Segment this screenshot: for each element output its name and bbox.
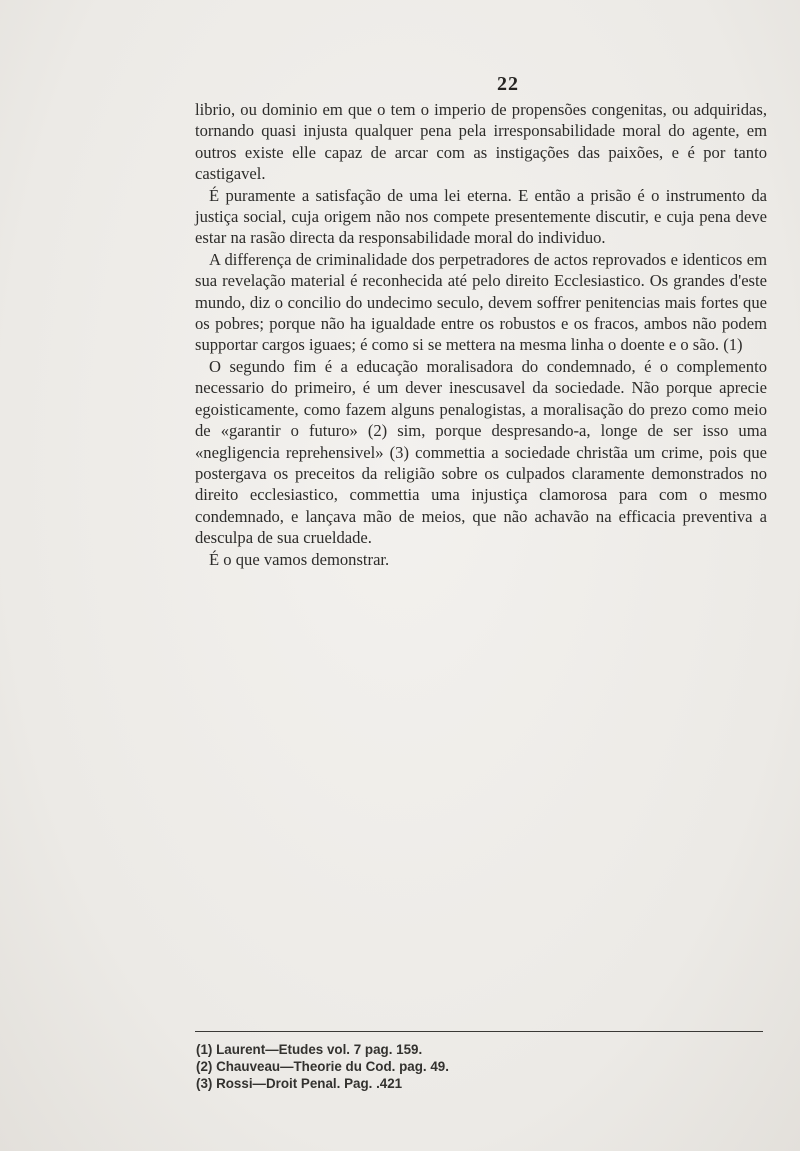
paragraph: É puramente a satisfação de uma lei eterna. E então a prisão é o instrumento da justiça social, cuja origem não nos compete presentemente discutir, e cuja pena deve estar na rasão directa da responsabilidade moral do individuo.: [195, 185, 767, 248]
footnote-divider: [195, 1031, 763, 1032]
paragraph: A differença de criminalidade dos perpetradores de actos reprovados e identicos em sua revelação material é reconhecida até pelo direito Ecclesiastico. Os grandes d'este mundo, diz o concilio do undecimo seculo, devem soffrer penitencias mais fortes que os pobres; porque não ha igualdade entre os robustos e os fracos, ambos não podem supportar cargos iguaes; é como si se mettera na mesma linha o doente e o são. (1): [195, 249, 767, 355]
body-text: [195, 99, 767, 570]
paragraph: O segundo fim é a educação moralisadora do condemnado, é o complemento necessario do primeiro, é um dever inescusavel da sociedade. Não porque aprecie egoisticamente, como fazem alguns penalogistas, a moralisação do prezo como meio de «garantir o futuro» (2) sim, porque despresando-a, longe de ser isso uma «negligencia reprehensivel» (3) commettia a sociedade christãa um crime, pois que postergava os preceitos da religião sobre os culpados claramente demonstrados no direito ecclesiastico, commettia uma injustiça clamorosa para com o mesmo condemnado, e lançava mão de meios, que não achavão na efficacia preventiva a desculpa de sua crueldade.: [195, 356, 767, 548]
paragraph: É o que vamos demonstrar.: [209, 549, 390, 569]
footnote: (1) Laurent—Etudes vol. 7 pag. 159.: [196, 1042, 423, 1057]
footnote: (2) Chauveau—Theorie du Cod. pag. 49.: [196, 1059, 449, 1075]
footnotes: [196, 1041, 449, 1093]
footnote: (3) Rossi—Droit Penal. Pag. .421: [196, 1076, 403, 1092]
paragraph: librio, ou dominio em que o tem o imperio de propensões congenitas, ou adquiridas, tornando quasi injusta qualquer pena pela irresponsabilidade moral do agente, em outros existe elle capaz de arcar com as instigações das paixões, e é por tanto castigavel.: [195, 100, 767, 184]
page-number: 22: [497, 73, 519, 95]
